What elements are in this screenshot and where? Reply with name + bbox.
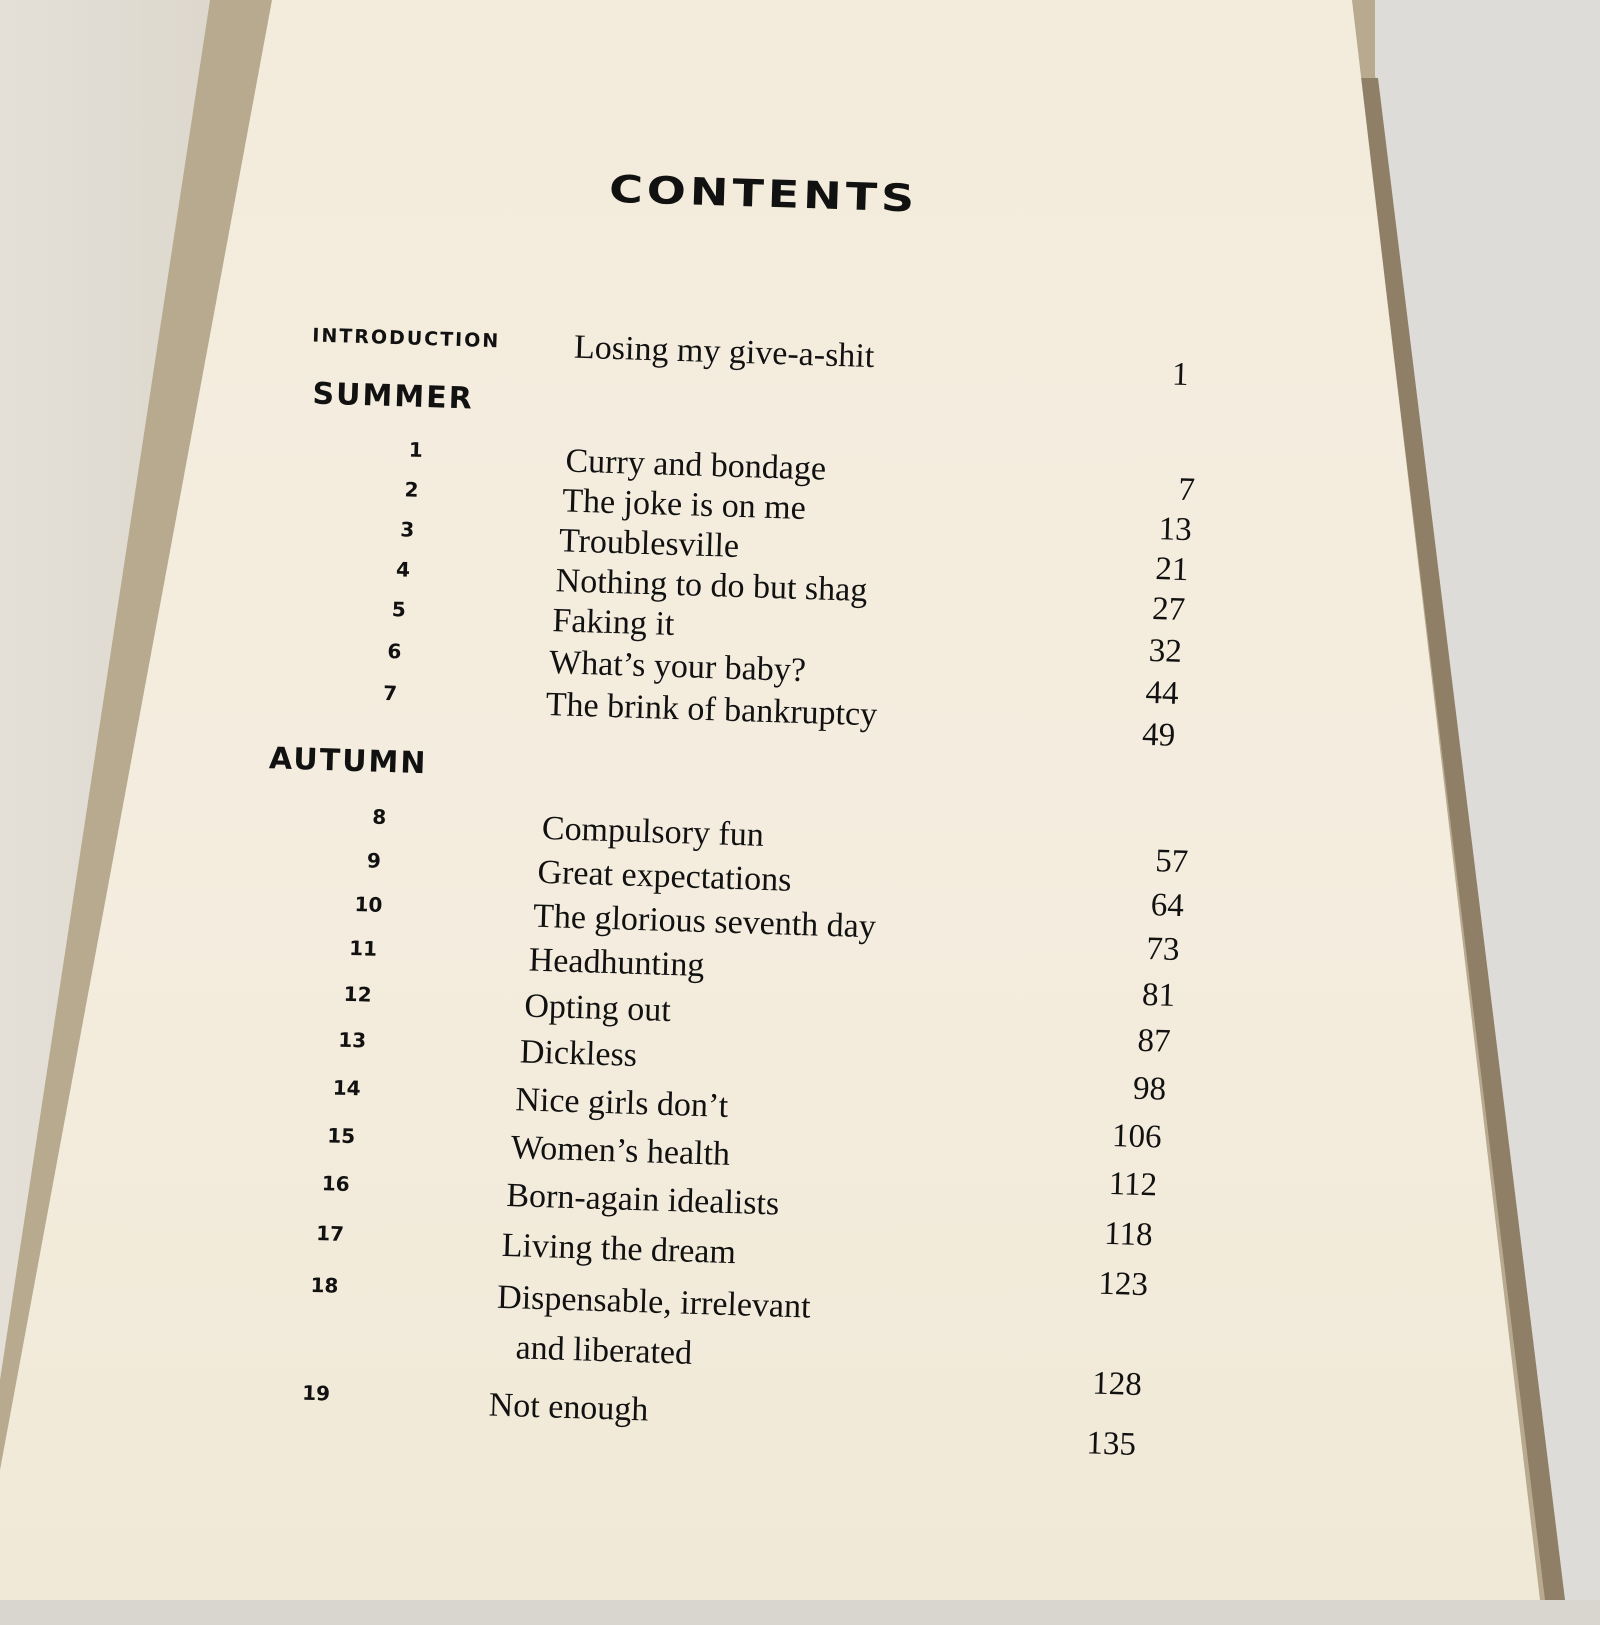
chapter-number: 15 — [326, 1123, 356, 1149]
chapter-page: 32 — [1148, 632, 1183, 670]
chapter-number: 11 — [348, 935, 378, 961]
page-title: CONTENTS — [608, 166, 919, 221]
chapter-page: 27 — [1151, 590, 1186, 628]
chapter-title-continued: and liberated — [515, 1329, 693, 1372]
chapter-title: Nice girls don’t — [514, 1081, 729, 1125]
chapter-page: 135 — [1085, 1425, 1137, 1463]
chapter-number: 7 — [382, 680, 398, 706]
chapter-title: Dispensable, irrelevant — [496, 1278, 812, 1326]
chapter-title: Nothing to do but shag — [555, 562, 868, 610]
chapter-page: 73 — [1145, 930, 1181, 968]
chapter-number: 16 — [321, 1171, 351, 1197]
chapter-number: 2 — [404, 477, 419, 502]
chapter-page: 57 — [1154, 843, 1189, 881]
chapter-page: 81 — [1141, 976, 1176, 1014]
chapter-title: Women’s health — [510, 1129, 731, 1173]
chapter-number: 17 — [315, 1221, 345, 1246]
chapter-title: Faking it — [551, 602, 675, 643]
chapter-number: 18 — [310, 1272, 339, 1298]
chapter-title: The joke is on me — [561, 482, 807, 528]
chapter-page: 128 — [1091, 1365, 1143, 1404]
chapter-number: 13 — [337, 1027, 367, 1053]
introduction-title: Losing my give-a-shit — [573, 328, 875, 376]
chapter-number: 9 — [366, 848, 382, 873]
chapter-title: Compulsory fun — [541, 809, 765, 854]
chapter-title: Born-again idealists — [505, 1176, 780, 1223]
chapter-page: 98 — [1132, 1070, 1167, 1108]
chapter-number: 4 — [395, 557, 411, 582]
chapter-number: 10 — [354, 892, 383, 917]
introduction-page: 1 — [1171, 356, 1190, 393]
chapter-page: 87 — [1137, 1022, 1172, 1060]
chapter-title: Headhunting — [528, 941, 705, 985]
chapter-number: 8 — [371, 804, 387, 830]
chapter-page: 106 — [1111, 1117, 1163, 1156]
chapter-page: 7 — [1177, 471, 1196, 509]
chapter-title: Curry and bondage — [564, 442, 827, 488]
chapter-page: 64 — [1150, 887, 1185, 925]
chapter-title: The glorious seventh day — [532, 897, 877, 946]
chapter-number: 5 — [391, 597, 407, 622]
section-summer-label: SUMMER — [311, 376, 475, 417]
chapter-title: Not enough — [488, 1386, 649, 1429]
chapter-title: The brink of bankruptcy — [545, 685, 878, 734]
chapter-number: 3 — [399, 517, 415, 542]
chapter-number: 12 — [343, 981, 372, 1007]
chapter-page: 118 — [1103, 1215, 1154, 1254]
chapter-title: What’s your baby? — [548, 644, 807, 690]
chapter-page: 112 — [1108, 1165, 1158, 1204]
chapter-title: Opting out — [523, 987, 672, 1030]
chapter-number: 6 — [387, 638, 402, 664]
chapter-page: 21 — [1154, 551, 1189, 589]
chapter-title: Great expectations — [537, 853, 792, 899]
chapter-title: Dickless — [519, 1033, 638, 1074]
chapter-number: 19 — [301, 1380, 331, 1406]
chapter-title: Troublesville — [558, 522, 740, 565]
chapter-page: 49 — [1141, 716, 1176, 754]
chapter-number: 14 — [332, 1075, 362, 1101]
chapter-page: 123 — [1097, 1265, 1149, 1304]
chapter-number: 1 — [408, 437, 424, 462]
section-autumn-label: AUTUMN — [268, 741, 428, 782]
chapter-title: Living the dream — [501, 1226, 737, 1272]
chapter-page: 13 — [1158, 511, 1193, 549]
chapter-page: 44 — [1144, 674, 1180, 712]
introduction-label: INTRODUCTION — [312, 324, 501, 353]
